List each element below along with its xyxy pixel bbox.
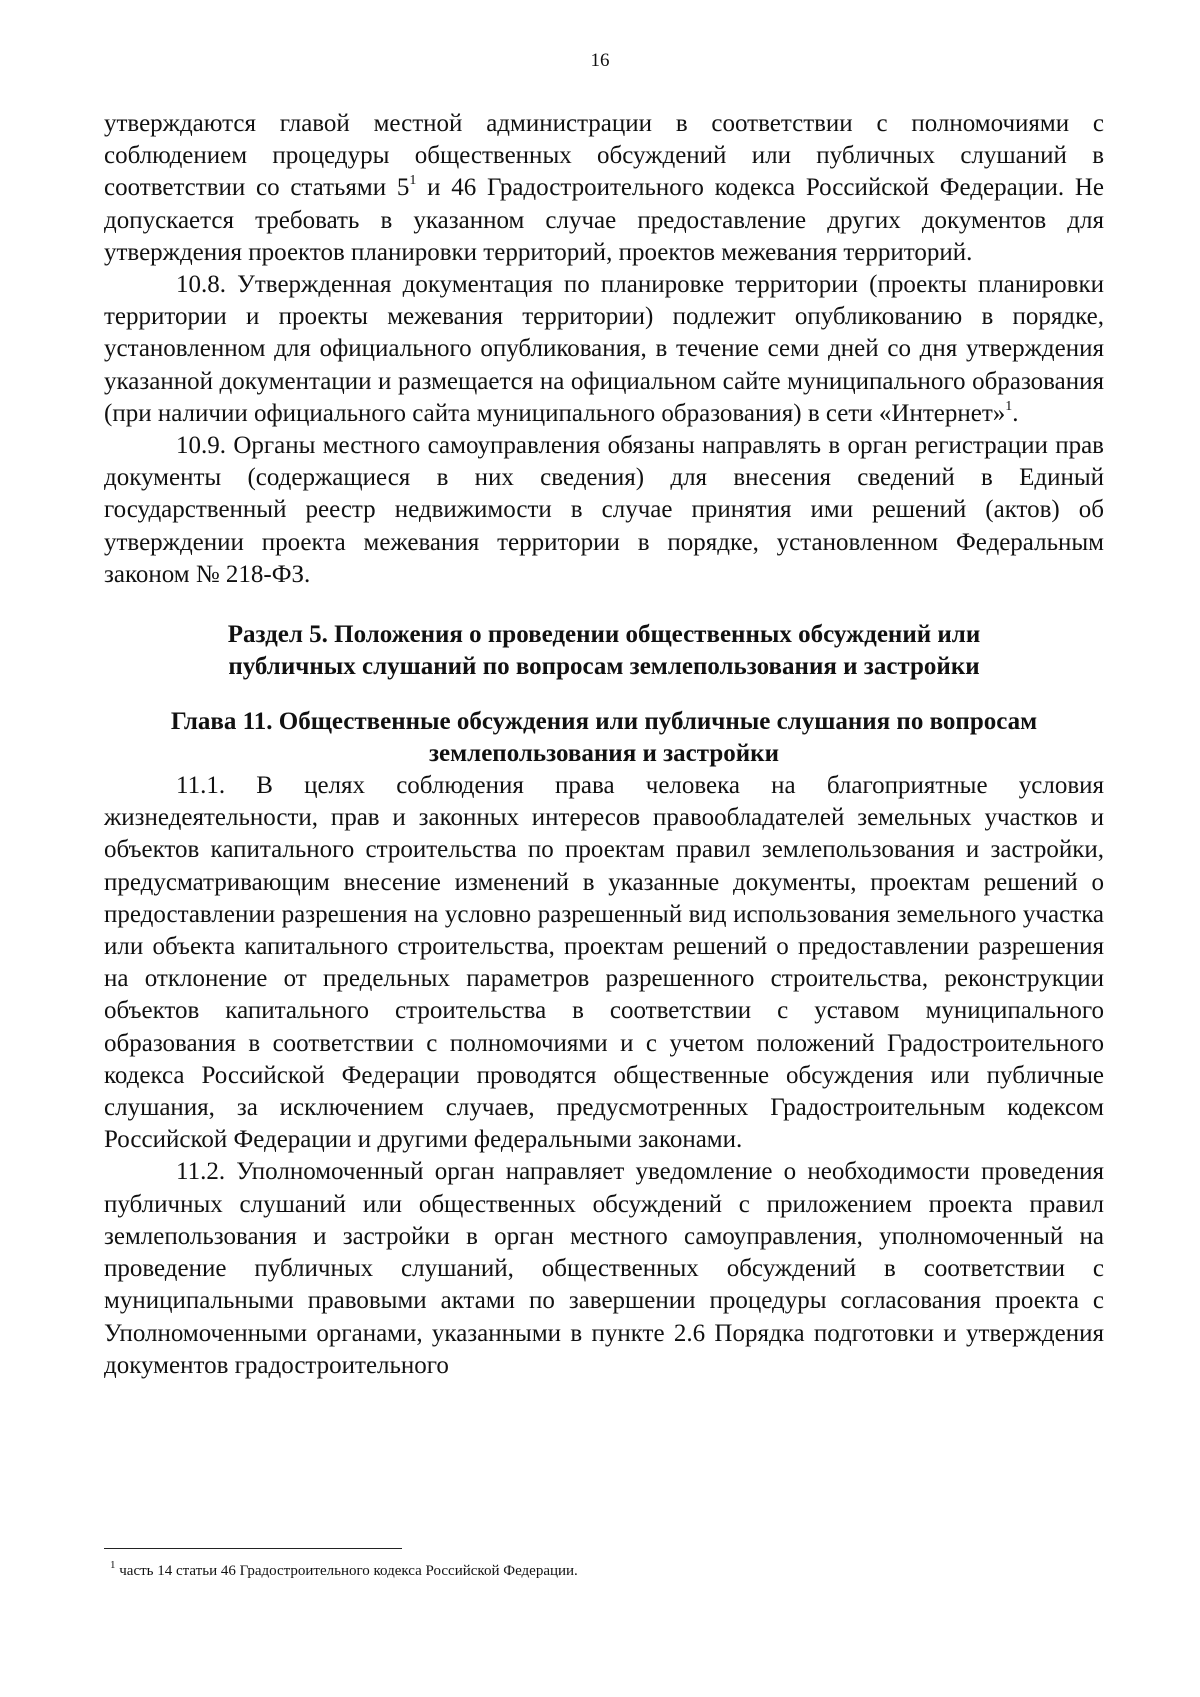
chapter-heading-line: землепользования и застройки (429, 740, 779, 768)
document-body (104, 108, 1104, 1382)
paragraph-10-8 (104, 269, 1104, 430)
paragraph-continuation (104, 108, 1104, 269)
footnote-divider (104, 1548, 402, 1549)
section-heading-line: публичных слушаний по вопросам землепользования и застройки (228, 653, 980, 681)
paragraph-text: и 46 Градостроительного кодекса Российской Федерации. Не допускается требовать в указанном случае предоставление других документов для утверждения проектов планировки территорий, проектов межевания территорий. (104, 174, 1104, 266)
paragraph-text: 10.8. Утвержденная документация по планировке территории (проекты планировки территории и проекты межевания территории) подлежит опубликованию в порядке, установленном для официального опубликования, в течение семи дней со дня утверждения указанной документации и размещается на официальном сайте муниципального образования (при наличии официального сайта муниципального образования) в сети «Интернет» (104, 271, 1104, 427)
chapter-heading-line: Глава 11. Общественные обсуждения или публичные слушания по вопросам (170, 708, 1038, 736)
footnote-text: часть 14 статьи 46 Градостроительного кодекса Российской Федерации. (115, 1563, 578, 1579)
section-heading (104, 619, 1104, 683)
superscript: 1 (409, 173, 417, 189)
paragraph-text: . (1012, 399, 1019, 427)
paragraph-11-2: 11.2. Уполномоченный орган направляет уведомление о необходимости проведения публичных слушаний или общественных обсуждений с приложением проекта правил землепользования и застройки в орган местного самоуправления, уполномоченный на проведение публичных слушаний, общественных обсуждений в соответствии с муниципальными правовыми актами по завершении процедуры согласования проекта с Уполномоченными органами, указанными в пункте 2.6 Порядка подготовки и утверждения документов градостроительного (104, 1158, 1104, 1379)
chapter-heading (104, 706, 1104, 770)
paragraph-10-9: 10.9. Органы местного самоуправления обязаны направлять в орган регистрации прав документы (содержащиеся в них сведения) для внесения сведений в Единый государственный реестр недвижимости в случае принятия ими решений (актов) об утверждении проекта межевания территории в порядке, установленном Федеральным законом № 218-ФЗ. (104, 432, 1104, 588)
page-number: 16 (590, 50, 610, 71)
footnote-reference[interactable]: 1 (1005, 398, 1013, 414)
paragraph-text: утверждаются главой местной администрации в соответствии с полномочиями с соблюдением процедуры общественных обсуждений или публичных слушаний в соответствии со статьями 5 (104, 110, 1104, 202)
paragraph-11-1: 11.1. В целях соблюдения права человека на благоприятные условия жизнедеятельности, прав и законных интересов правообладателей земельных участков и объектов капитального строительства по проектам правил землепользования и застройки, предусматривающим внесение изменений в указанные документы, проектам решений о предоставлении разрешения на условно разрешенный вид использования земельного участка или объекта капитального строительства, проектам решений о предоставлении разрешения на отклонение от предельных параметров разрешенного строительства, реконструкции объектов капитального строительства в соответствии с уставом муниципального образования в соответствии с полномочиями и с учетом положений Градостроительного кодекса Российской Федерации проводятся общественные обсуждения или публичные слушания, за исключением случаев, предусмотренных Градостроительным кодексом Российской Федерации и другими федеральными законами. (104, 772, 1104, 1154)
footnote-marker: 1 (110, 1559, 116, 1571)
section-heading-line: Раздел 5. Положения о проведении общественных обсуждений или (227, 621, 981, 649)
footnote (110, 1560, 578, 1582)
